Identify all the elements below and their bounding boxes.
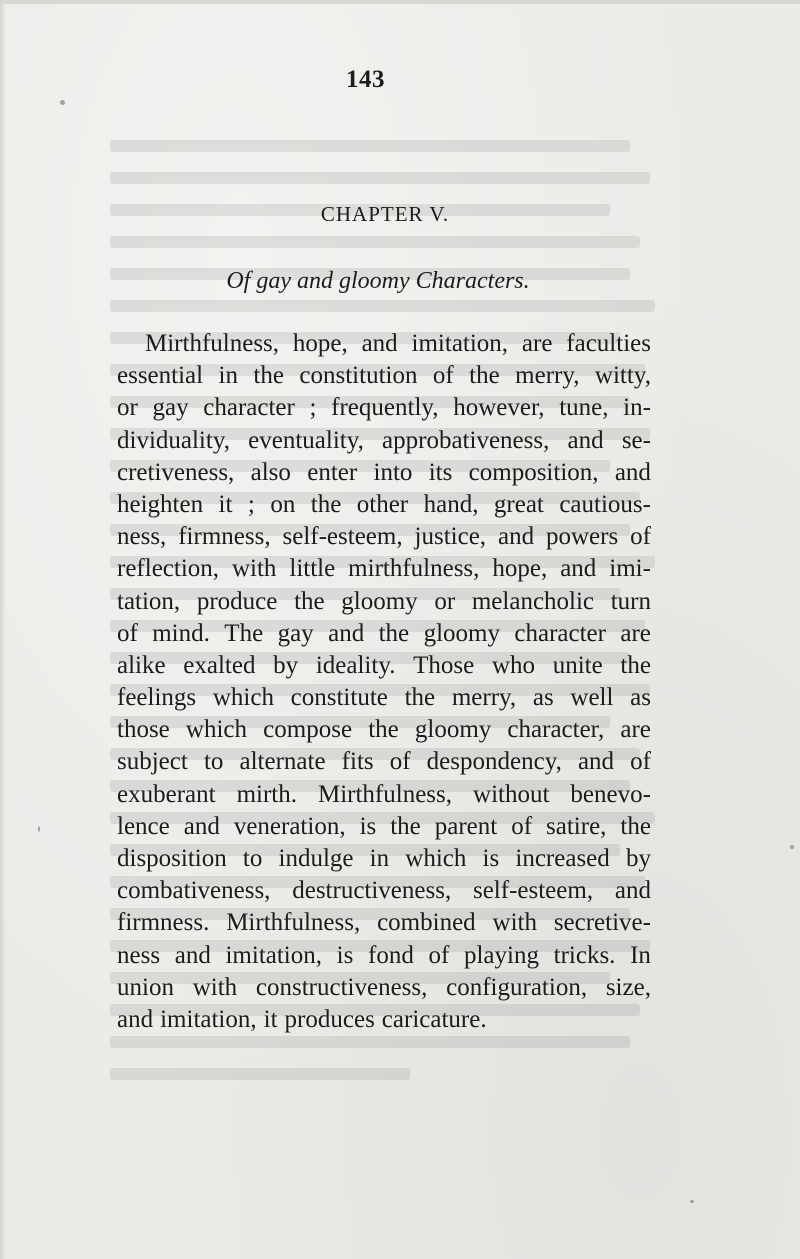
text-word: witty, xyxy=(594,362,651,390)
text-word: as xyxy=(532,684,554,712)
text-word: in xyxy=(369,845,390,872)
text-word: configuration, xyxy=(446,973,588,1001)
text-word: great xyxy=(493,490,544,518)
text-word: combativeness, xyxy=(117,877,271,905)
text-word: mirth. xyxy=(236,780,297,808)
text-word: and xyxy=(497,523,535,551)
text-word: is xyxy=(359,812,377,840)
text-word: essential xyxy=(117,362,204,390)
text-word: fits xyxy=(341,748,374,776)
text-word: of xyxy=(432,362,454,390)
text-word: gloomy xyxy=(341,587,418,615)
text-word: subject xyxy=(117,748,188,776)
text-word: melancholic xyxy=(471,587,595,615)
text-word: to xyxy=(242,845,263,872)
text-word: exuberant xyxy=(117,780,216,808)
text-line xyxy=(117,746,651,778)
text-line xyxy=(117,328,651,360)
text-word: disposition xyxy=(117,845,227,872)
text-word: and xyxy=(183,812,220,840)
text-word: cretiveness, xyxy=(117,458,235,486)
text-word: lence xyxy=(117,812,170,840)
text-word: well xyxy=(570,684,614,712)
text-word: imitation, xyxy=(411,330,509,357)
text-word: Those xyxy=(413,651,475,679)
text-word: in xyxy=(218,362,238,390)
text-word: are xyxy=(521,330,553,357)
text-word: the xyxy=(620,812,651,840)
text-word: self-esteem, xyxy=(472,877,594,905)
text-word: Mirthfulness, xyxy=(226,909,361,937)
text-word: frequently, xyxy=(331,394,439,422)
text-word: which xyxy=(185,716,248,744)
text-word: the xyxy=(310,490,342,518)
text-word: constitute xyxy=(290,684,388,712)
text-word: which xyxy=(212,684,274,712)
text-word: however, xyxy=(453,394,545,422)
text-word: composition, xyxy=(468,458,599,486)
text-word: or xyxy=(117,394,138,422)
text-word: of xyxy=(428,941,450,969)
paper-spot xyxy=(790,845,794,849)
text-word: the xyxy=(378,619,410,647)
text-word: of xyxy=(117,619,138,647)
text-word: indulge xyxy=(278,845,354,872)
text-word: ideality. xyxy=(315,651,396,679)
text-word: faculties xyxy=(566,330,651,357)
text-word: character, xyxy=(507,716,605,744)
text-word: who xyxy=(491,651,535,679)
text-word: into xyxy=(373,458,413,486)
text-word: cautious- xyxy=(559,490,651,518)
text-word: of xyxy=(630,748,651,776)
text-word: powers xyxy=(546,523,619,551)
text-word: alike xyxy=(117,651,166,679)
text-word: playing xyxy=(463,941,539,969)
text-word: dividuality, xyxy=(117,426,230,454)
text-word: which xyxy=(405,845,467,872)
text-word: The xyxy=(224,619,264,647)
text-word: secretive- xyxy=(553,909,651,937)
text-word: merry, xyxy=(515,362,580,390)
text-line xyxy=(117,779,651,811)
text-word: as xyxy=(630,684,651,712)
text-word: of xyxy=(630,523,651,551)
text-word: tation, xyxy=(117,587,181,615)
text-word: parent xyxy=(434,812,498,840)
text-word: is xyxy=(482,845,500,872)
text-word: by xyxy=(273,651,299,679)
text-word: are xyxy=(620,716,651,744)
page-number: 143 xyxy=(346,66,385,93)
text-line xyxy=(117,425,651,457)
text-line xyxy=(117,875,651,907)
text-word: also xyxy=(250,458,291,486)
text-word: tricks. xyxy=(553,941,616,969)
text-word: to xyxy=(203,748,224,776)
text-word: mind. xyxy=(152,619,210,647)
text-word: with xyxy=(192,973,238,1001)
text-word: it xyxy=(218,490,233,518)
text-word: in- xyxy=(623,394,651,422)
text-word: turn xyxy=(610,587,651,615)
text-word: justice, xyxy=(414,523,487,551)
text-word: gay xyxy=(152,394,189,422)
text-word: ness xyxy=(117,941,161,969)
text-word: gloomy xyxy=(423,619,500,647)
text-line xyxy=(117,907,651,939)
text-word: or xyxy=(434,587,456,615)
text-word: with xyxy=(231,555,277,583)
text-word: In xyxy=(630,941,651,969)
text-word: feelings xyxy=(117,684,197,712)
text-word: combined xyxy=(377,909,476,937)
text-word: union xyxy=(117,973,174,1001)
text-word: the xyxy=(404,684,436,712)
text-word: satire, xyxy=(546,812,607,840)
text-word: mirthfulness, xyxy=(348,555,480,583)
text-word: character xyxy=(203,394,295,422)
text-word: and xyxy=(361,330,398,357)
text-word: and xyxy=(328,619,365,647)
text-word: destructiveness, xyxy=(292,877,452,905)
text-word: produce xyxy=(196,587,278,615)
text-word: those xyxy=(117,716,170,744)
text-word: exalted xyxy=(183,651,256,679)
text-word: se- xyxy=(621,426,651,454)
text-word: gloomy xyxy=(414,716,492,744)
text-word: size, xyxy=(605,973,651,1001)
text-word: and xyxy=(614,877,651,905)
text-line xyxy=(117,650,651,682)
text-word: enter xyxy=(307,458,358,486)
text-word: eventuality, xyxy=(248,426,364,454)
text-word: caricature. xyxy=(381,1005,487,1033)
text-word: constitution xyxy=(299,362,418,390)
text-word: benevo- xyxy=(570,780,651,808)
text-word: heighten xyxy=(117,490,204,518)
text-word: the xyxy=(390,812,421,840)
text-line xyxy=(117,392,651,424)
text-word: imi- xyxy=(609,555,651,583)
text-word: reflection, xyxy=(117,555,220,583)
text-word: constructiveness, xyxy=(255,973,428,1001)
text-word: merry, xyxy=(451,684,517,712)
text-word: the xyxy=(368,716,399,744)
text-word: the xyxy=(620,651,651,679)
text-word: is xyxy=(336,941,354,969)
text-word: by xyxy=(625,845,651,872)
text-line xyxy=(117,1004,651,1036)
text-word: gay xyxy=(277,619,314,647)
text-word: Mirthfulness, xyxy=(145,330,280,357)
text-word: and xyxy=(614,458,651,486)
text-word: of xyxy=(511,812,533,840)
text-word: character xyxy=(514,619,606,647)
text-word: and xyxy=(567,426,604,454)
text-word: hope, xyxy=(292,330,348,357)
text-word: it xyxy=(263,1005,278,1033)
text-word: fond xyxy=(368,941,414,969)
text-word: with xyxy=(492,909,537,937)
text-word: the xyxy=(253,362,284,390)
text-word: other xyxy=(356,490,409,518)
text-line xyxy=(117,586,651,618)
text-word: ; xyxy=(309,394,317,422)
text-word: hand, xyxy=(423,490,479,518)
text-line xyxy=(117,457,651,489)
text-word: ness, xyxy=(117,523,167,551)
text-word: without xyxy=(473,780,550,808)
text-word: despondency, xyxy=(426,748,562,776)
paper-spot xyxy=(60,100,65,105)
text-word: firmness. xyxy=(117,909,210,937)
text-word: produces xyxy=(284,1005,375,1033)
text-word: ; xyxy=(247,490,255,518)
text-word: on xyxy=(270,490,296,518)
text-word: firmness, xyxy=(178,523,271,551)
chapter-subtitle: Of gay and gloomy Characters. xyxy=(226,268,530,294)
text-word: approbativeness, xyxy=(382,426,550,454)
text-word: self-esteem, xyxy=(282,523,403,551)
text-word: and xyxy=(174,941,211,969)
text-word: the xyxy=(294,587,325,615)
text-word: veneration, xyxy=(233,812,346,840)
text-line xyxy=(117,811,651,843)
text-word: and xyxy=(560,555,597,583)
text-word: little xyxy=(289,555,336,583)
text-word: imitation, xyxy=(160,1005,257,1033)
text-word: the xyxy=(469,362,500,390)
text-line xyxy=(117,521,651,553)
paper-spot xyxy=(38,826,40,832)
text-word: tune, xyxy=(559,394,609,422)
text-line xyxy=(117,940,651,972)
text-word: unite xyxy=(552,651,603,679)
body-paragraph xyxy=(117,328,651,1036)
text-word: are xyxy=(620,619,651,647)
text-line xyxy=(117,360,651,392)
paper-spot xyxy=(690,1200,694,1203)
text-line xyxy=(117,682,651,714)
text-line xyxy=(117,714,651,746)
page-top-edge xyxy=(0,0,800,4)
text-line xyxy=(117,843,651,875)
text-line xyxy=(117,972,651,1004)
text-word: Mirthfulness, xyxy=(317,780,453,808)
chapter-heading: CHAPTER V. xyxy=(320,202,450,226)
text-line xyxy=(117,489,651,521)
text-word: and xyxy=(577,748,615,776)
text-word: imitation, xyxy=(225,941,323,969)
text-word: increased xyxy=(515,845,610,872)
page-left-edge xyxy=(0,0,6,1259)
text-word: and xyxy=(117,1005,154,1033)
text-word: hope, xyxy=(492,555,548,583)
text-word: compose xyxy=(263,716,353,744)
text-word: of xyxy=(389,748,411,776)
text-line xyxy=(117,553,651,585)
text-word: its xyxy=(428,458,453,486)
text-word: alternate xyxy=(239,748,326,776)
text-line xyxy=(117,618,651,650)
